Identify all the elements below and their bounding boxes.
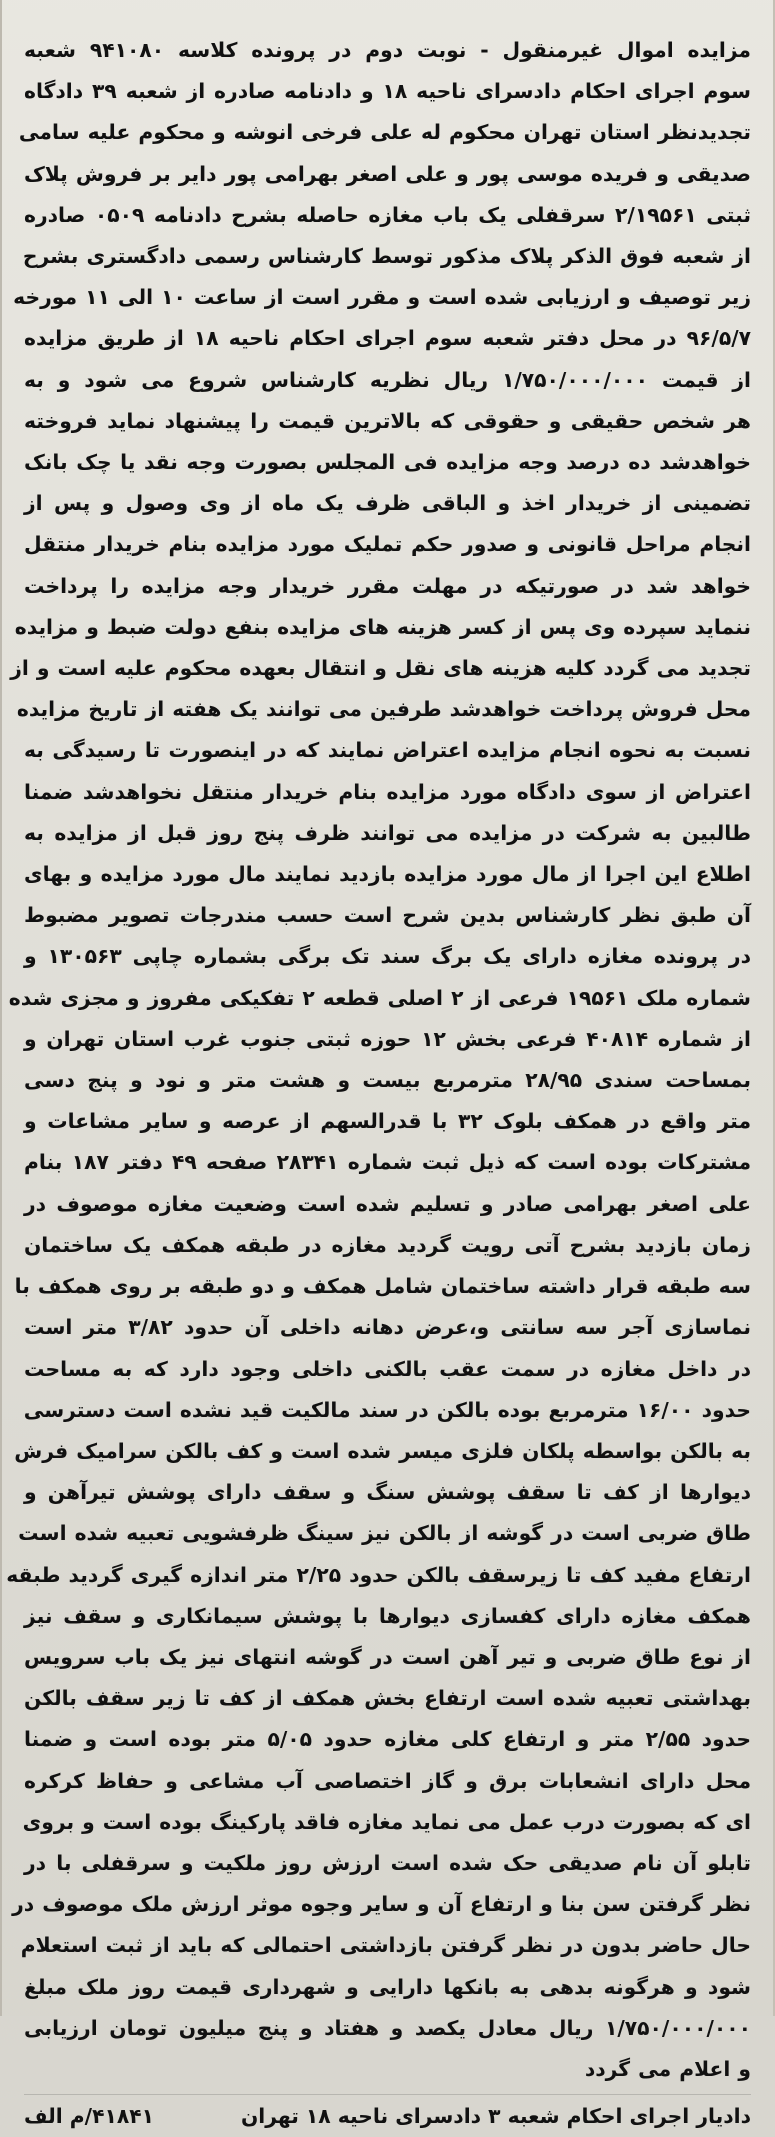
notice-line: شماره ملک ۱۹۵۶۱ فرعی از ۲ اصلی قطعه ۲ تفکیکی مفروز و مجزی شده <box>8 985 751 1010</box>
notice-line: و اعلام می گردد <box>584 2056 751 2081</box>
notice-line: زیر توصیف و ارزیابی شده است و مقرر است از ساعت ۱۰ الی ۱۱ مورخه <box>13 285 751 310</box>
notice-footer <box>24 2094 751 2137</box>
notice-line: نماسازی آجر سه سانتی و،عرض دهانه داخلی آن حدود ۳/۸۲ متر است <box>24 1315 751 1340</box>
notice-line: طاق ضربی است در گوشه از بالکن نیز سینگ ظرفشویی تعبیه شده است <box>18 1521 751 1546</box>
notice-line: زمان بازدید بشرح آتی رویت گردید مغازه در طبقه همکف یک ساختمان <box>24 1232 751 1257</box>
auction-notice-body <box>6 30 752 2090</box>
notice-line: ارتفاع مفید کف تا زیرسقف بالکن حدود ۲/۲۵ متر اندازه گیری گردید طبقه <box>6 1562 751 1587</box>
notice-line: ۱/۷۵۰/۰۰۰/۰۰۰ ریال معادل یکصد و هفتاد و پنج میلیون تومان ارزیابی <box>24 2015 751 2040</box>
notice-line: بهداشتی تعبیه شده است ارتفاع بخش همکف از کف تا زیر سقف بالکن <box>24 1686 751 1711</box>
notice-line: تجدید می گردد کلیه هزینه های نقل و انتقال بعهده محکوم علیه است و از <box>10 656 751 681</box>
notice-line: تضمینی از خریدار اخذ و الباقی ظرف یک ماه از وی وصول و پس از <box>24 491 751 516</box>
notice-line: دیوارها از کف تا سقف پوشش سنگ و سقف دارای پوشش تیرآهن و <box>24 1480 751 1505</box>
notice-line: مشترکات بوده است که ذیل ثبت شماره ۲۸۳۴۱ صفحه ۴۹ دفتر ۱۸۷ بنام <box>24 1150 751 1175</box>
notice-line: ۹۶/۵/۷ در محل دفتر شعبه سوم اجرای احکام ناحیه ۱۸ از طریق مزایده <box>24 326 751 351</box>
notice-line: تجدیدنظر استان تهران محکوم له علی فرخی انوشه و محکوم علیه سامی <box>18 120 751 145</box>
notice-line: حدود ۱۶/۰۰ مترمربع بوده بالکن در سند مالکیت قید نشده است دسترسی <box>23 1397 751 1422</box>
notice-line: هر شخص حقیقی و حقوقی که بالاترین قیمت را پیشنهاد نماید فروخته <box>24 408 751 433</box>
notice-line: از قیمت ۱/۷۵۰/۰۰۰/۰۰۰ ریال نظریه کارشناس شروع می شود و به <box>24 367 751 392</box>
notice-line: از نوع طاق ضربی و تیر آهن است در گوشه انتهای نیز یک باب سرویس <box>24 1644 751 1669</box>
signature-line: دادیار اجرای احکام شعبه ۳ دادسرای ناحیه ۱۸ تهران <box>240 2104 751 2129</box>
notice-line: ننماید سپرده وی پس از کسر هزینه های مزایده بنفع دولت ضبط و مزایده <box>14 614 751 639</box>
notice-line: اطلاع این اجرا از مال مورد مزایده بازدید نمایند مال مورد مزایده و بهای <box>24 862 751 887</box>
notice-line: حال حاضر بدون در نظر گرفتن بازداشتی احتمالی که باید از ثبت استعلام <box>20 1933 751 1958</box>
notice-line: نظر گرفتن سن بنا و ارتفاع آن و سایر وجوه موثر ارزش ملک موصوف در <box>12 1892 751 1917</box>
notice-line: از شماره ۴۰۸۱۴ فرعی بخش ۱۲ حوزه ثبتی جنوب غرب استان تهران و <box>24 1026 751 1051</box>
notice-line: خواهد شد در صورتیکه در مهلت مقرر خریدار وجه مزایده را پرداخت <box>24 573 751 598</box>
notice-line: نسبت به نحوه انجام مزایده اعتراض نمایند که در اینصورت تا رسیدگی به <box>24 738 751 763</box>
notice-line: شود و هرگونه بدهی به بانکها دارایی و شهرداری قیمت روز ملک مبلغ <box>24 1974 751 1999</box>
notice-line: انجام مراحل قانونی و صدور حکم تملیک مورد مزایده بنام خریدار منتقل <box>24 532 751 557</box>
notice-line: محل دارای انشعابات برق و گاز اختصاصی آب مشاعی و حفاظ کرکره <box>24 1768 751 1793</box>
notice-line: به بالکن بواسطه پلکان فلزی میسر شده است و کف بالکن سرامیک فرش <box>14 1438 751 1463</box>
notice-line: خواهدشد ده درصد وجه مزایده فی المجلس بصورت وجه نقد یا چک بانک <box>24 450 751 475</box>
notice-line: طالبین به شرکت در مزایده می توانند ظرف پنج روز قبل از مزایده به <box>24 820 751 845</box>
notice-code: ۴۱۸۴۱/م الف <box>24 2104 154 2129</box>
notice-line: در پرونده مغازه دارای یک برگ سند تک برگی بشماره چاپی ۱۳۰۵۶۳ و <box>24 944 751 969</box>
notice-line: علی اصغر بهرامی صادر و تسلیم شده است وضعیت مغازه موصوف در <box>24 1191 751 1216</box>
notice-line: ای که بصورت درب عمل می نماید مغازه فاقد پارکینگ بوده است و بروی <box>22 1809 751 1834</box>
notice-line: در داخل مغازه در سمت عقب بالکنی داخلی وجود دارد که به مساحت <box>24 1356 751 1381</box>
notice-line: محل فروش پرداخت خواهدشد طرفین می توانند یک هفته از تاریخ مزایده <box>16 697 751 722</box>
notice-line: تابلو آن نام صدیقی حک شده است ارزش روز ملکیت و سرقفلی با در <box>24 1850 751 1875</box>
notice-line: متر واقع در همکف بلوک ۳۲ با قدرالسهم از عرصه و سایر مشاعات و <box>24 1109 752 1134</box>
notice-line: بمساحت سندی ۲۸/۹۵ مترمربع بیست و هشت متر و نود و پنج دسی <box>24 1068 751 1093</box>
notice-line: مزایده اموال غیرمنقول - نوبت دوم در پرونده کلاسه ۹۴۱۰۸۰ شعبه <box>24 38 751 62</box>
notice-line: همکف مغازه دارای کفسازی دیوارها با پوشش سیمانکاری و سقف نیز <box>24 1603 751 1628</box>
notice-line: صدیقی و فریده موسی پور و علی اصغر بهرامی پور دایر بر فروش پلاک <box>24 161 751 186</box>
notice-line: اعتراض از سوی دادگاه مورد مزایده بنام خریدار منتقل نخواهدشد ضمنا <box>24 779 751 804</box>
notice-line: حدود ۲/۵۵ متر و ارتفاع کلی مغازه حدود ۵/۰۵ متر بوده است و ضمنا <box>24 1727 751 1752</box>
notice-line: ثبتی ۲/۱۹۵۶۱ سرقفلی یک باب مغازه حاصله بشرح دادنامه ۰۵۰۹ صادره <box>24 202 751 227</box>
notice-line: سوم اجرای احکام دادسرای ناحیه ۱۸ و دادنامه صادره از شعبه ۳۹ دادگاه <box>24 79 751 104</box>
notice-line: سه طبقه قرار داشته ساختمان شامل همکف و دو طبقه بر روی همکف با <box>14 1274 751 1299</box>
notice-line: از شعبه فوق الذکر پلاک مذکور توسط کارشناس رسمی دادگستری بشرح <box>22 244 751 269</box>
notice-line: آن طبق نظر کارشناس بدین شرح است حسب مندرجات تصویر مضبوط <box>24 903 751 928</box>
